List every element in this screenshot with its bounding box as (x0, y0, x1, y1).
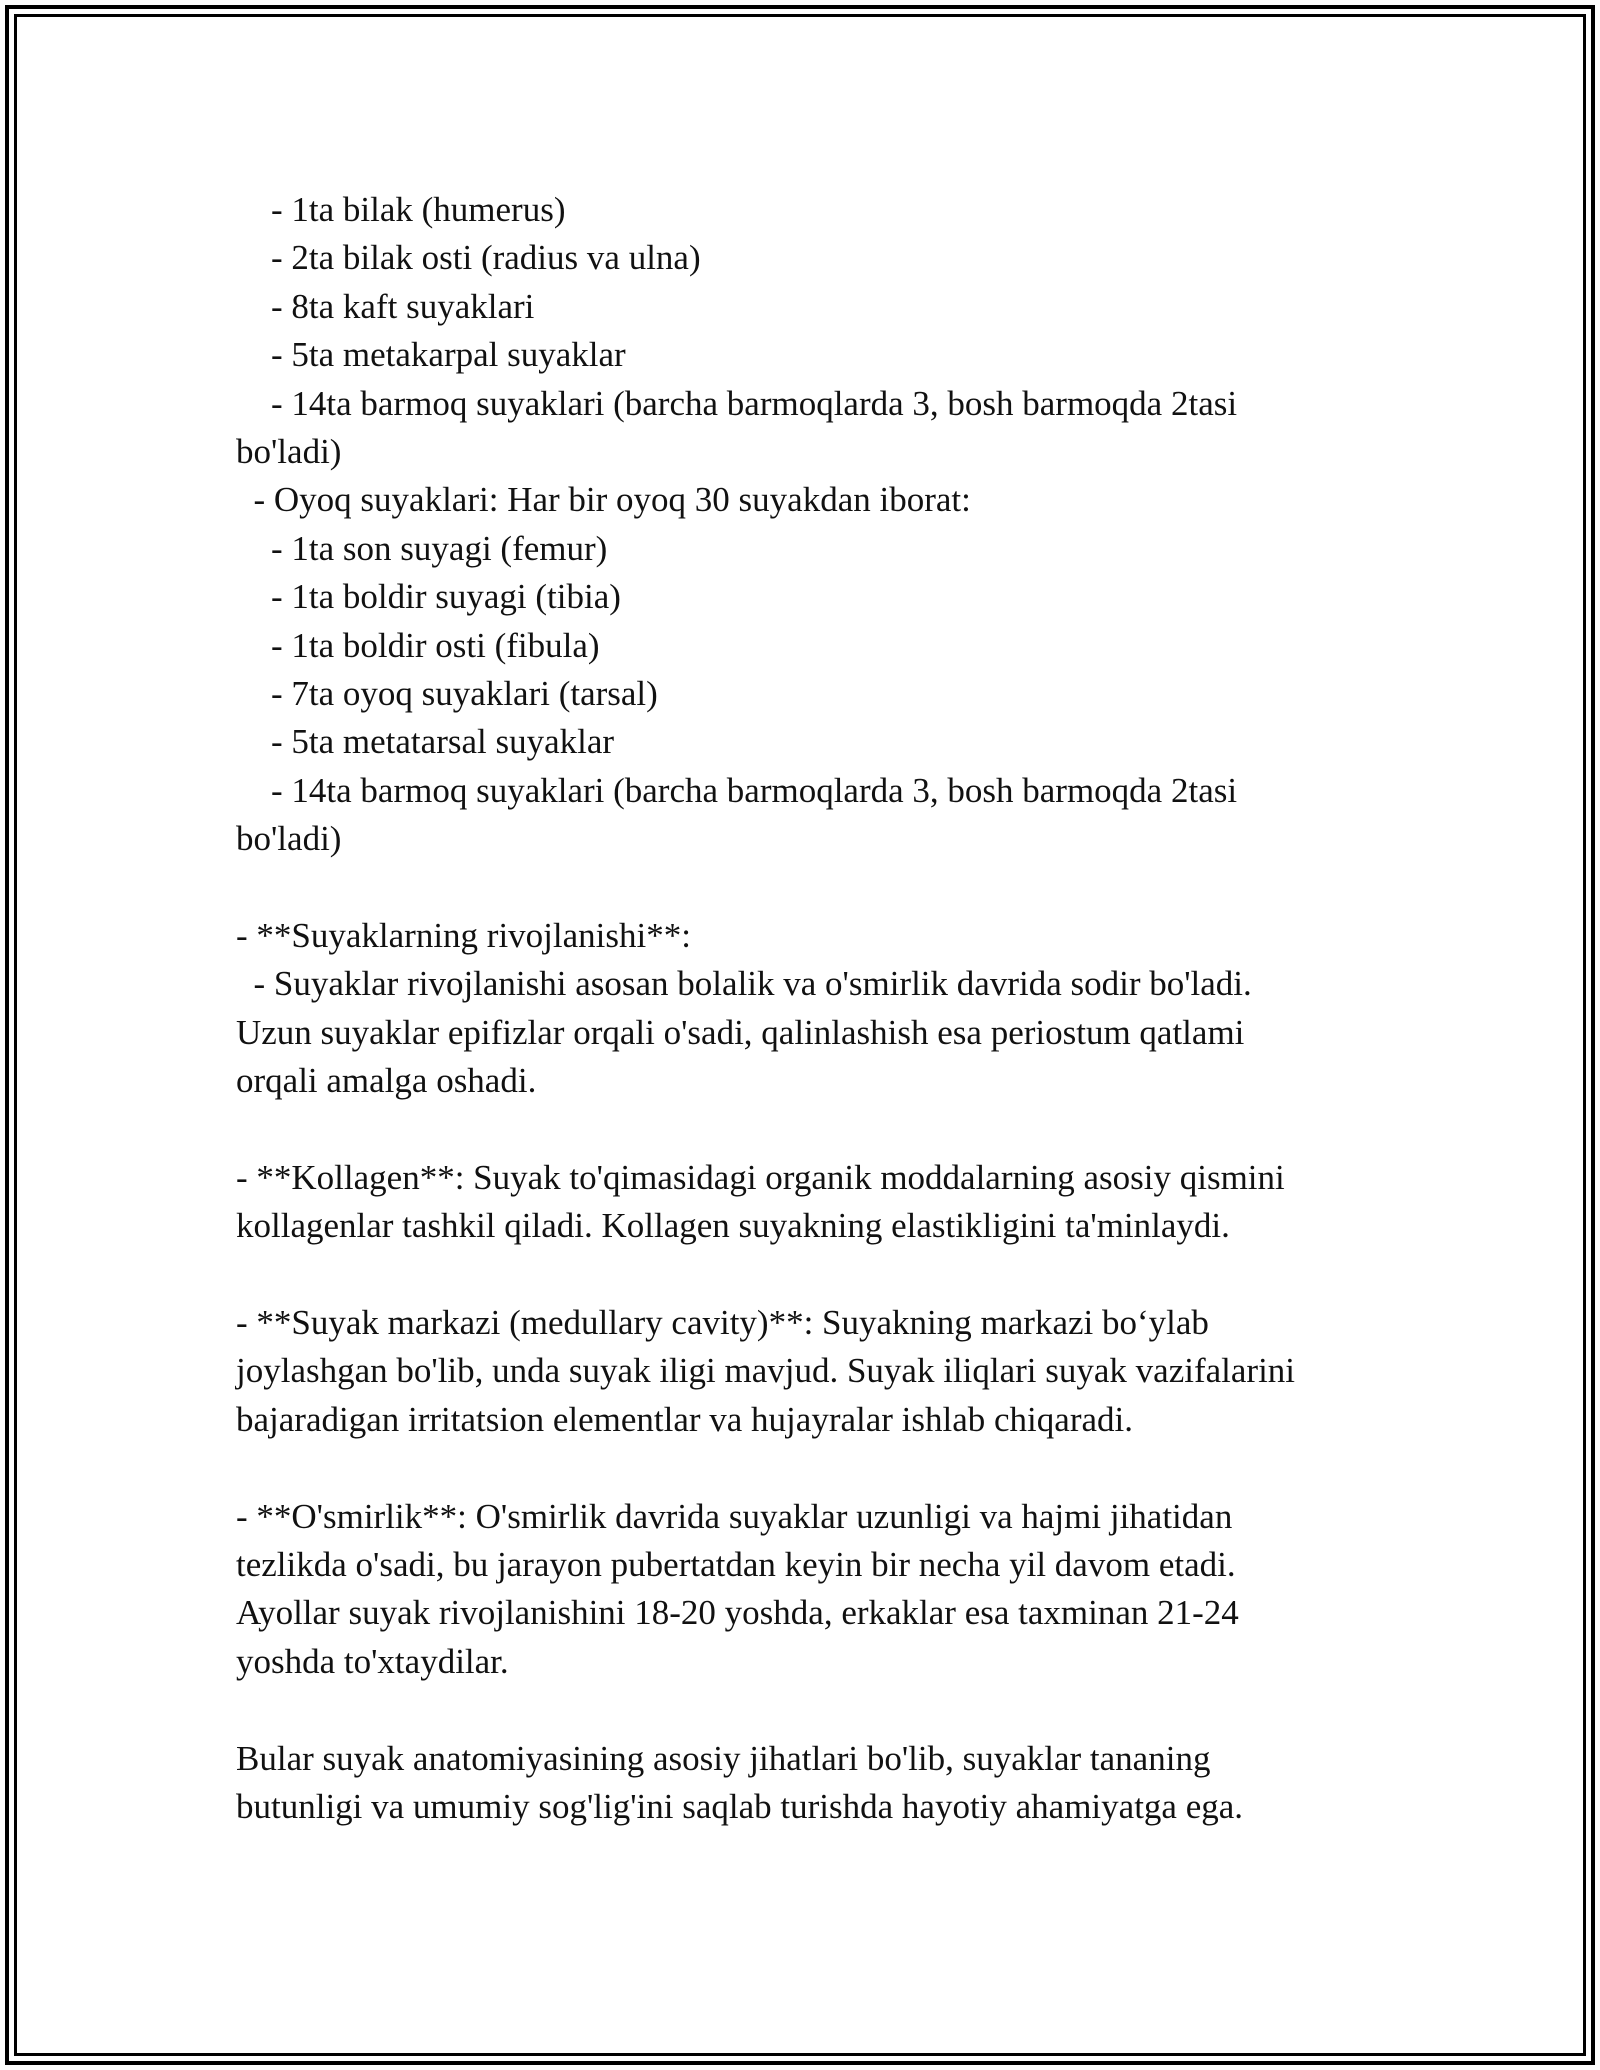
blank-line (236, 1251, 1366, 1299)
text-line: - **Suyak markazi (medullary cavity)**: Suyakning markazi bo‘ylab (236, 1302, 1209, 1342)
text-line: butunligi va umumiy sog'lig'ini saqlab turishda hayotiy ahamiyatga ega. (236, 1786, 1244, 1826)
text-line: orqali amalga oshadi. (236, 1061, 537, 1101)
text-line: - 1ta bilak (humerus) (236, 190, 566, 229)
text-line: yoshda to'xtaydilar. (236, 1641, 509, 1681)
text-line: - 1ta boldir suyagi (tibia) (236, 577, 621, 617)
text-line: - 1ta boldir osti (fibula) (236, 625, 600, 665)
text-line: - Suyaklar rivojlanishi asosan bolalik va o'smirlik davrida sodir bo'ladi. (236, 964, 1252, 1004)
text-line: - **Suyaklarning rivojlanishi**: (236, 915, 691, 955)
text-line: bo'ladi) (236, 431, 342, 471)
text-line: - 1ta son suyagi (femur) (236, 528, 608, 568)
blank-line (236, 1444, 1366, 1492)
document-body (236, 186, 1366, 1831)
blank-line (236, 863, 1366, 911)
text-line: kollagenlar tashkil qiladi. Kollagen suyakning elastikligini ta'minlaydi. (236, 1206, 1230, 1246)
text-line: - 5ta metatarsal suyaklar (236, 722, 615, 762)
text-line: tezlikda o'sadi, bu jarayon pubertatdan keyin bir necha yil davom etadi. (236, 1544, 1236, 1584)
text-line: - 7ta oyoq suyaklari (tarsal) (236, 673, 658, 713)
text-line: - 8ta kaft suyaklari (236, 286, 535, 326)
text-line: - 5ta metakarpal suyaklar (236, 335, 626, 375)
text-line: - Oyoq suyaklari: Har bir oyoq 30 suyakdan iborat: (236, 480, 971, 520)
text-line: bo'ladi) (236, 819, 342, 859)
text-line: bajaradigan irritatsion elementlar va hujayralar ishlab chiqaradi. (236, 1399, 1133, 1439)
text-line: - 14ta barmoq suyaklari (barcha barmoqlarda 3, bosh barmoqda 2tasi (236, 770, 1238, 810)
text-line: Ayollar suyak rivojlanishini 18-20 yoshda, erkaklar esa taxminan 21-24 (236, 1593, 1239, 1633)
text-line: - 14ta barmoq suyaklari (barcha barmoqlarda 3, bosh barmoqda 2tasi (236, 383, 1238, 423)
text-line: - **Kollagen**: Suyak to'qimasidagi organik moddalarning asosiy qismini (236, 1157, 1285, 1197)
blank-line (236, 1105, 1366, 1153)
text-line: joylashgan bo'lib, unda suyak iligi mavjud. Suyak iliqlari suyak vazifalarini (236, 1351, 1296, 1391)
text-line: Uzun suyaklar epifizlar orqali o'sadi, qalinlashish esa periostum qatlami (236, 1012, 1245, 1052)
blank-line (236, 1686, 1366, 1734)
text-line: - 2ta bilak osti (radius va ulna) (236, 238, 701, 278)
text-line: Bular suyak anatomiyasining asosiy jihatlari bo'lib, suyaklar tananing (236, 1738, 1211, 1778)
text-line: - **O'smirlik**: O'smirlik davrida suyaklar uzunligi va hajmi jihatidan (236, 1496, 1233, 1536)
